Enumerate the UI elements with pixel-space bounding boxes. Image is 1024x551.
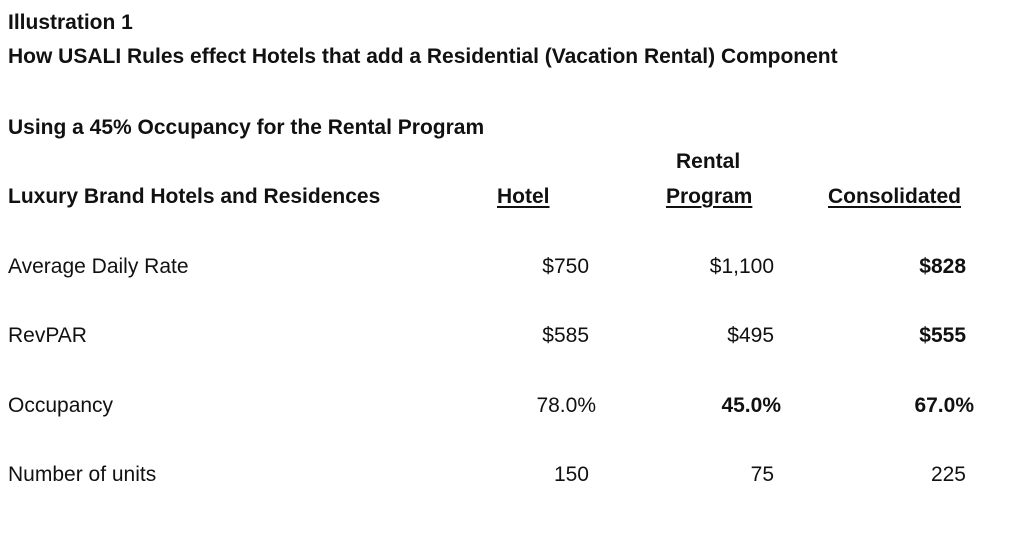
column-header-hotel: Hotel bbox=[497, 185, 550, 208]
cell-adr-hotel: $750 bbox=[542, 255, 589, 278]
cell-occupancy-hotel: 78.0% bbox=[536, 394, 596, 417]
column-header-consolidated: Consolidated bbox=[828, 185, 962, 208]
row-label-number-of-units: Number of units bbox=[8, 463, 157, 486]
cell-adr-rental: $1,100 bbox=[709, 255, 774, 278]
cell-units-consolidated: 225 bbox=[930, 463, 966, 486]
document-title: How USALI Rules effect Hotels that add a Residential (Vacation Rental) Component bbox=[8, 45, 838, 68]
illustration-label: Illustration 1 bbox=[8, 11, 133, 34]
cell-units-hotel: 150 bbox=[553, 463, 589, 486]
cell-revpar-hotel: $585 bbox=[542, 324, 589, 347]
row-label-revpar: RevPAR bbox=[8, 324, 87, 347]
cell-units-rental: 75 bbox=[750, 463, 774, 486]
cell-occupancy-rental: 45.0% bbox=[721, 394, 781, 417]
row-label-occupancy: Occupancy bbox=[8, 394, 114, 417]
column-header-rental-program: Program bbox=[666, 185, 753, 208]
cell-adr-consolidated: $828 bbox=[919, 255, 966, 278]
column-header-rental-line1: Rental bbox=[676, 150, 741, 173]
cell-revpar-consolidated: $555 bbox=[919, 324, 966, 347]
cell-revpar-rental: $495 bbox=[727, 324, 774, 347]
row-label-average-daily-rate: Average Daily Rate bbox=[8, 255, 189, 278]
document-subtitle: Using a 45% Occupancy for the Rental Program bbox=[8, 116, 485, 139]
section-label: Luxury Brand Hotels and Residences bbox=[8, 185, 381, 208]
cell-occupancy-consolidated: 67.0% bbox=[914, 394, 974, 417]
